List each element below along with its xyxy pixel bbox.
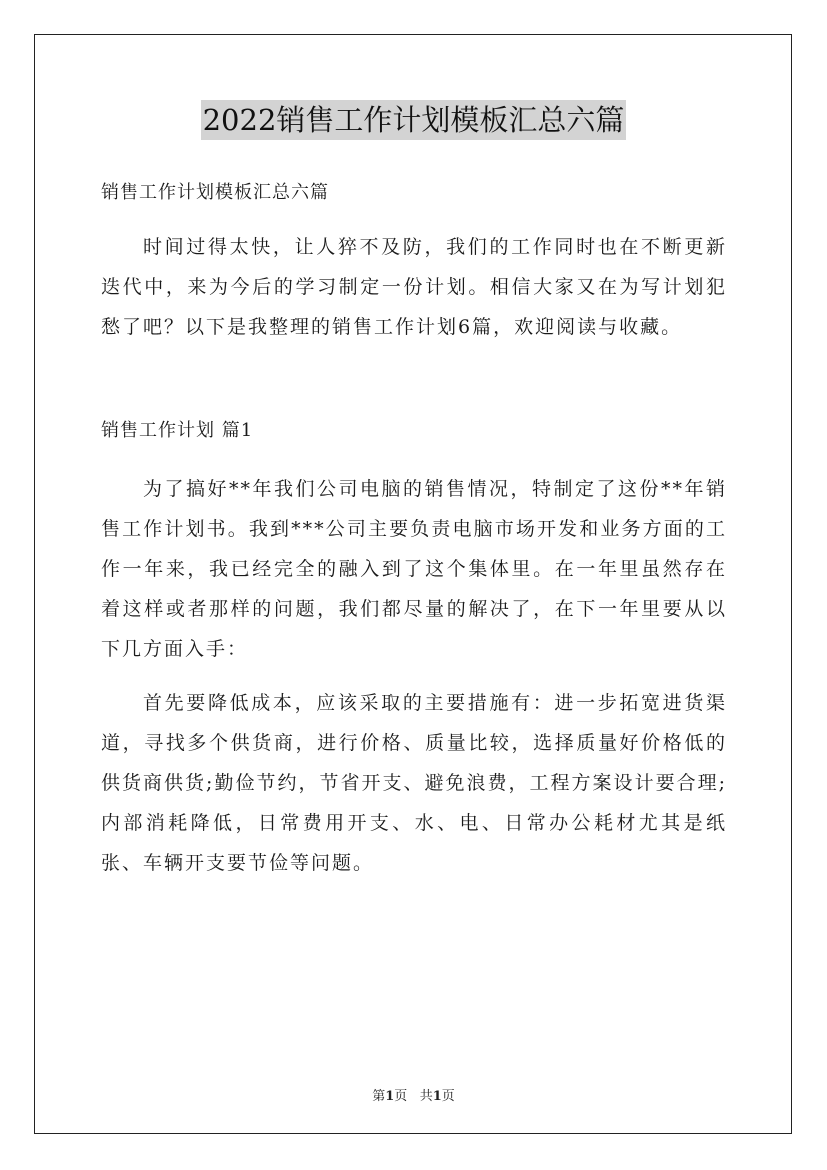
page-suffix: 页 <box>394 1089 408 1104</box>
page-number: 1 <box>385 1089 395 1104</box>
total-prefix: 共 <box>419 1089 433 1104</box>
intro-paragraph: 时间过得太快，让人猝不及防，我们的工作同时也在不断更新迭代中，来为今后的学习制定一份计划。相信大家又在为写计划犯愁了吧？以下是我整理的销售工作计划6篇，欢迎阅读与收藏。 <box>101 236 727 338</box>
total-pages: 1 <box>432 1089 442 1104</box>
document-title: 2022销售工作计划模板汇总六篇 <box>201 100 627 140</box>
document-subtitle: 销售工作计划模板汇总六篇 <box>101 182 329 203</box>
page-prefix: 第 <box>372 1089 386 1104</box>
body-paragraph-2: 首先要降低成本，应该采取的主要措施有：进一步拓宽进货渠道，寻找多个供货商，进行价格、质量比较，选择质量好价格低的供货商供货;勤俭节约，节省开支、避免浪费，工程方案设计要合理;内部消耗降低，日常费用开支、水、电、日常办公耗材尤其是纸张、车辆开支要节俭等问题。 <box>101 692 727 874</box>
total-suffix: 页 <box>441 1089 455 1104</box>
page-footer <box>0 1085 827 1104</box>
document-title-wrapper <box>0 100 827 140</box>
blank-line <box>101 347 727 387</box>
section-heading: 销售工作计划 篇1 <box>101 420 254 441</box>
body-paragraph-1: 为了搞好**年我们公司电脑的销售情况，特制定了这份**年销售工作计划书。我到***公司主要负责电脑市场开发和业务方面的工作一年来，我已经完全的融入到了这个集体里。在一年里虽然存在着这样或者那样的问题，我们都尽量的解决了，在下一年里要从以下几方面入手： <box>101 478 727 660</box>
document-body <box>101 173 727 883</box>
